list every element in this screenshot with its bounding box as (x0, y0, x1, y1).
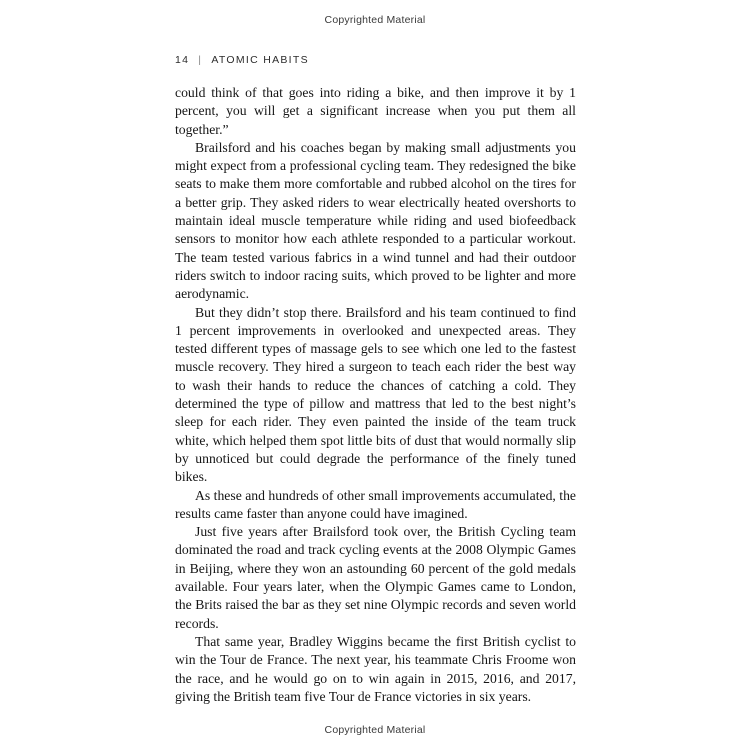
header-divider: | (198, 54, 203, 66)
copyright-notice-bottom: Copyrighted Material (324, 724, 426, 736)
body-text (175, 84, 576, 706)
paragraph: As these and hundreds of other small improvements accumulated, the results came faster than anyone could have imagined. (175, 487, 576, 521)
book-title: ATOMIC HABITS (211, 54, 309, 66)
paragraph: But they didn’t stop there. Brailsford and his team continued to find 1 percent improvements in overlooked and unexpected areas. They tested different types of massage gels to see which one led to the fastest muscle recovery. They hired a surgeon to teach each rider the best way to wash their hands to reduce the chances of catching a cold. They determined the type of pillow and mattress that led to the best night’s sleep for each rider. They even painted the inside of the team truck white, which helped them spot little bits of dust that would normally slip by unnoticed but could degrade the performance of the finely tuned bikes. (175, 304, 576, 485)
paragraph: That same year, Bradley Wiggins became the first British cyclist to win the Tour de France. The next year, his teammate Chris Froome won the race, and he would go on to win again in 2015, 2016, and 2017, giving the British team five Tour de France victories in six years. (175, 633, 576, 704)
paragraph: Brailsford and his coaches began by making small adjustments you might expect from a professional cycling team. They redesigned the bike seats to make them more comfortable and rubbed alcohol on the tires for a better grip. They asked riders to wear electrically heated overshorts to maintain ideal muscle temperature while riding and used biofeedback sensors to monitor how each athlete responded to a particular workout. The team tested various fabrics in a wind tunnel and had their outdoor riders switch to indoor racing suits, which proved to be lighter and more aerodynamic. (175, 139, 576, 302)
copyright-notice-top: Copyrighted Material (324, 14, 426, 26)
page-number: 14 (175, 54, 190, 66)
running-header (175, 54, 575, 66)
paragraph: Just five years after Brailsford took over, the British Cycling team dominated the road and track cycling events at the 2008 Olympic Games in Beijing, where they won an astounding 60 percent of the gold medals available. Four years later, when the Olympic Games came to London, the Brits raised the bar as they set nine Olympic records and seven world records. (175, 524, 576, 631)
paragraph: could think of that goes into riding a bike, and then improve it by 1 percent, you will get a significant increase when you put them all together.” (175, 85, 576, 137)
